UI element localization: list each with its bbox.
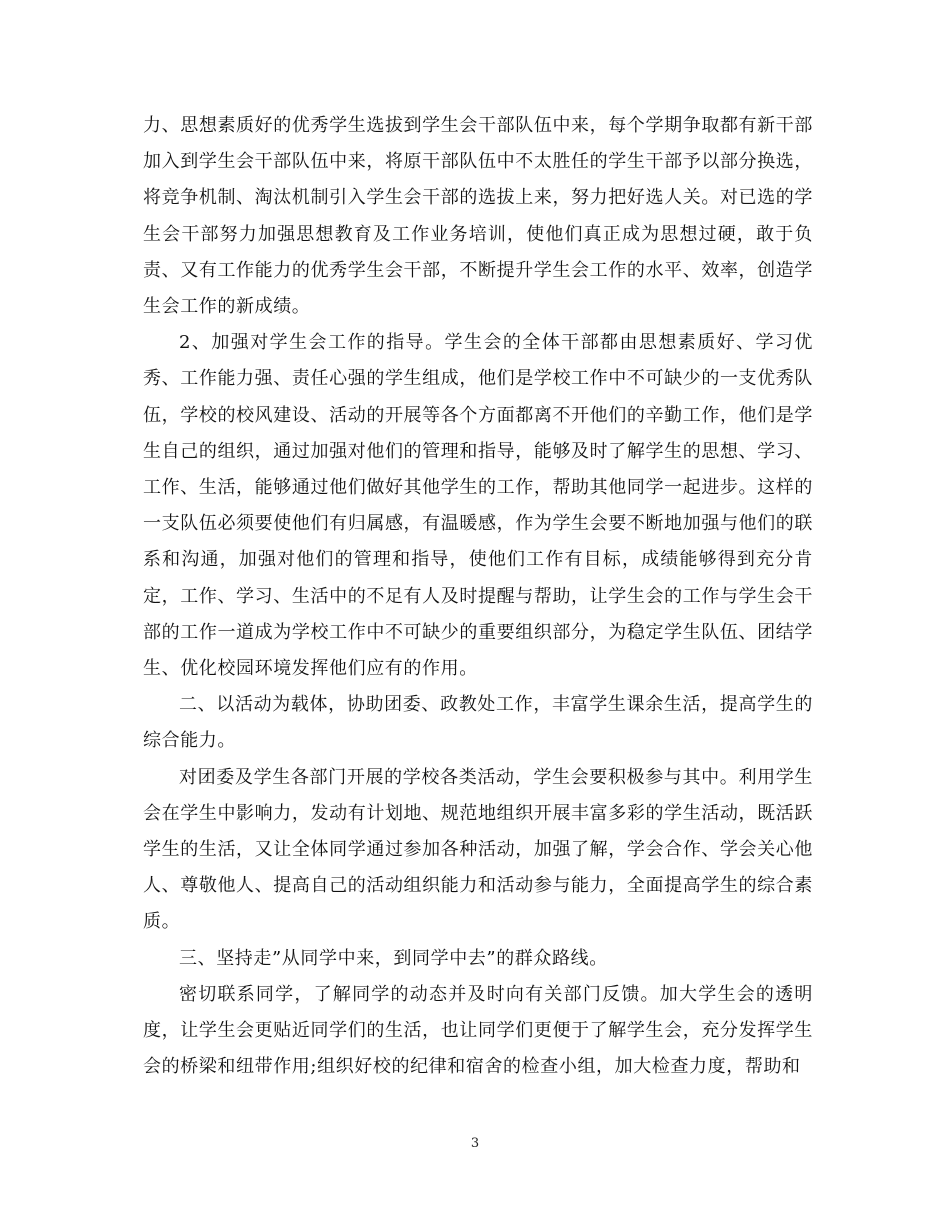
section-heading-2: 二、以活动为载体，协助团委、政教处工作，丰富学生课余生活，提高学生的综合能力。 (143, 694, 813, 752)
paragraph-mass-line: 密切联系同学，了解同学的动态并及时向有关部门反馈。加大学生会的透明度，让学生会更贴近同学们的生活，也让同学们更便于了解学生会，充分发挥学生会的桥梁和纽带作用;组织好校的纪律和宿舍的检查小组，加大检查力度，帮助和 (143, 983, 813, 1078)
paragraph-activities: 对团委及学生各部门开展的学校各类活动，学生会要积极参与其中。利用学生会在学生中影响力，发动有计划地、规范地组织开展丰富多彩的学生活动，既活跃学生的生活，又让全体同学通过参加各种活动，加强了解，学会合作、学会关心他人、尊敬他人、提高自己的活动组织能力和活动参与能力，全面提高学生的综合素质。 (143, 766, 813, 933)
paragraph-continuation: 力、思想素质好的优秀学生选拔到学生会干部队伍中来，每个学期争取都有新干部加入到学生会干部队伍中来，将原干部队伍中不太胜任的学生干部予以部分换选，将竞争机制、淘汰机制引入学生会干部的选拔上来，努力把好选人关。对已选的学生会干部努力加强思想教育及工作业务培训，使他们真正成为思想过硬，敢于负责、又有工作能力的优秀学生会干部，不断提升学生会工作的水平、效率，创造学生会工作的新成绩。 (143, 115, 813, 318)
section-heading-3: 三、坚持走”从同学中来，到同学中去”的群众路线。 (179, 947, 608, 969)
paragraph-item-2-guidance: 2、加强对学生会工作的指导。学生会的全体干部都由思想素质好、学习优秀、工作能力强、责任心强的学生组成，他们是学校工作中不可缺少的一支优秀队伍，学校的校风建设、活动的开展等各个方面都离不开他们的辛勤工作，他们是学生自己的组织，通过加强对他们的管理和指导，能够及时了解学生的思想、学习、工作、生活，能够通过他们做好其他学生的工作，帮助其他同学一起进步。这样的一支队伍必须要使他们有归属感，有温暖感，作为学生会要不断地加强与他们的联系和沟通，加强对他们的管理和指导，使他们工作有目标，成绩能够得到充分肯定，工作、学习、生活中的不足有人及时提醒与帮助，让学生会的工作与学生会干部的工作一道成为学校工作中不可缺少的重要组织部分，为稳定学生队伍、团结学生、优化校园环境发挥他们应有的作用。 (143, 332, 813, 680)
document-body (143, 108, 813, 1085)
page-number: 3 (470, 1136, 480, 1151)
